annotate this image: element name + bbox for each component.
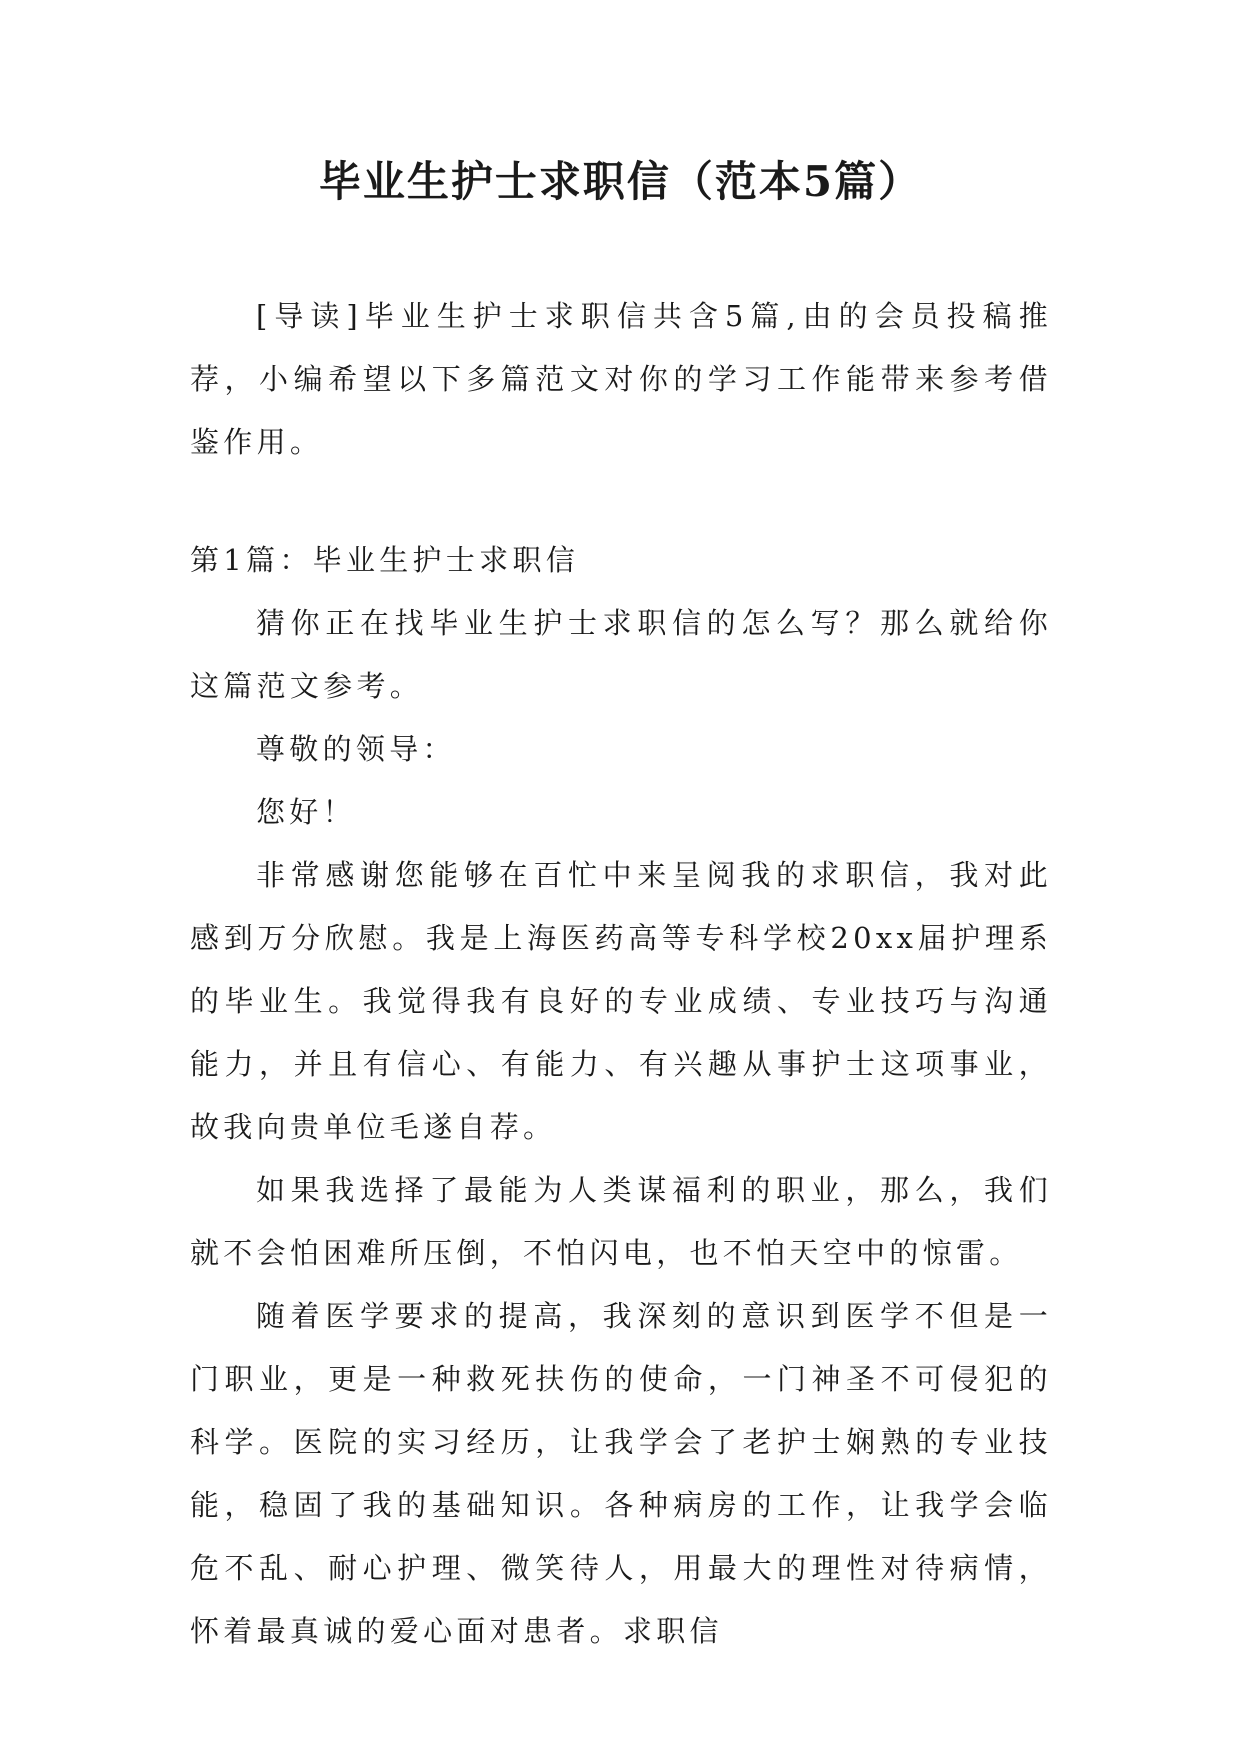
section-spacer — [190, 474, 1052, 529]
intro-paragraph: [导读]毕业生护士求职信共含5篇,由的会员投稿推荐，小编希望以下多篇范文对你的学习工作能带来参考借鉴作用。 — [190, 299, 1052, 459]
paragraph-3: 如果我选择了最能为人类谋福利的职业，那么，我们就不会怕困难所压倒，不怕闪电，也不怕天空中的惊雷。 — [190, 1173, 1052, 1270]
greeting: 您好！ — [256, 795, 356, 829]
paragraph-4: 随着医学要求的提高，我深刻的意识到医学不但是一门职业，更是一种救死扶伤的使命，一门神圣不可侵犯的科学。医院的实习经历，让我学会了老护士娴熟的专业技能，稳固了我的基础知识。各种病房的工作，让我学会临危不乱、耐心护理、微笑待人，用最大的理性对待病情，怀着最真诚的爱心面对患者。求职信 — [190, 1299, 1052, 1648]
section-heading: 第1篇：毕业生护士求职信 — [190, 543, 580, 577]
paragraph-2: 非常感谢您能够在百忙中来呈阅我的求职信，我对此感到万分欣慰。我是上海医药高等专科学校20xx届护理系的毕业生。我觉得我有良好的专业成绩、专业技巧与沟通能力，并且有信心、有能力、有兴趣从事护士这项事业，故我向贵单位毛遂自荐。 — [190, 858, 1052, 1144]
salutation: 尊敬的领导： — [256, 732, 456, 766]
paragraph-1: 猜你正在找毕业生护士求职信的怎么写？那么就给你这篇范文参考。 — [190, 606, 1052, 703]
document-title: 毕业生护士求职信（范本5篇） — [318, 157, 923, 206]
document-body — [190, 285, 1052, 1663]
